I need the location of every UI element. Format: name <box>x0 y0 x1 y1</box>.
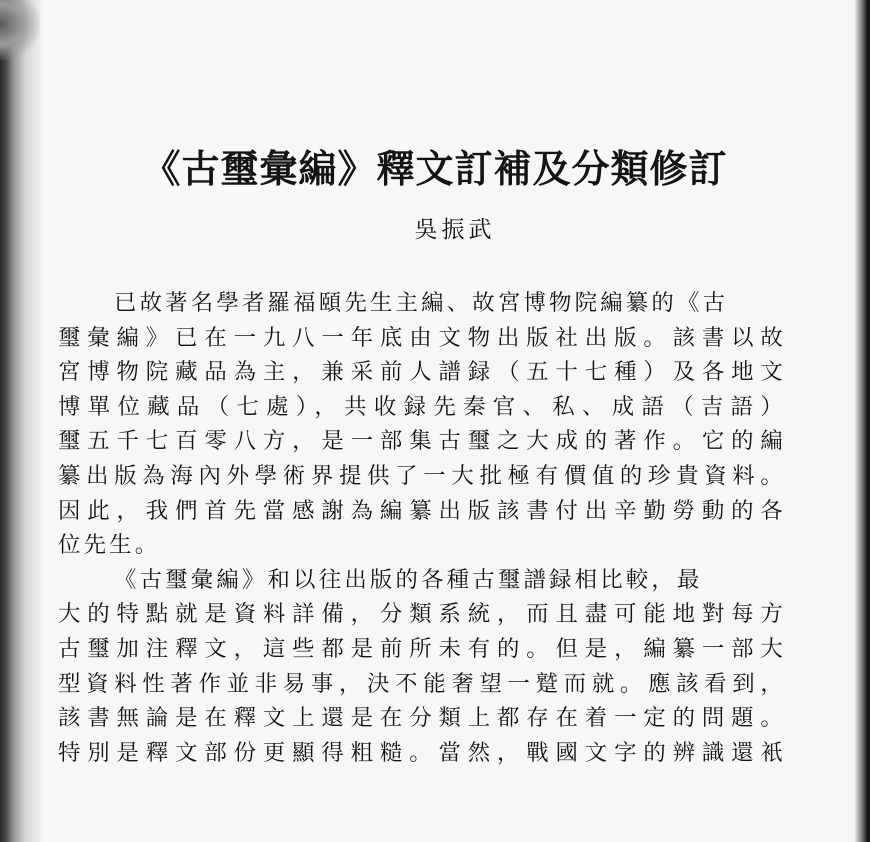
paragraph-1-line: 纂出版為海內外學術界提供了一大批極有價值的珍貴資料。 <box>58 462 786 489</box>
paragraph-2-line: 該書無論是在釋文上還是在分類上都存在着一定的問題。 <box>58 705 786 732</box>
paragraph-1-line: 位先生。 <box>58 532 161 559</box>
paragraph-1-line: 博單位藏品（七處），共收録先秦官、私、成語（吉語） <box>58 393 786 420</box>
paragraph-1-line: 璽彙編》已在一九八一年底由文物出版社出版。該書以故 <box>58 324 786 351</box>
paragraph-1-line: 已故著名學者羅福頤先生主編、故宮博物院編纂的《古 <box>114 290 729 316</box>
paragraph-2-line: 型資料性著作並非易事，決不能奢望一蹵而就。應該看到， <box>58 670 786 697</box>
paragraph-1-line: 宮博物院藏品為主，兼采前人譜録（五十七種）及各地文 <box>58 359 786 386</box>
paragraph-1-line: 璽五千七百零八方，是一部集古璽之大成的著作。它的編 <box>58 428 786 455</box>
scan-shadow-left <box>0 0 42 842</box>
paragraph-2-line: 《古璽彙編》和以往出版的各種古璽譜録相比較，最 <box>114 566 703 593</box>
article-author: 吳振武 <box>414 217 496 243</box>
paragraph-2-line: 古璽加注釋文，這些都是前所未有的。但是，編纂一部大 <box>58 635 786 662</box>
scan-smudge-top-left <box>0 0 40 60</box>
scan-shadow-right <box>854 0 870 842</box>
paragraph-1-line: 因此，我們首先當感謝為編纂出版該書付出辛勤勞動的各 <box>58 497 786 524</box>
paragraph-2-line: 大的特點就是資料詳備，分類系統，而且盡可能地對每方 <box>58 601 786 628</box>
paragraph-2-line: 特別是釋文部份更顯得粗糙。當然，戰國文字的辨識還衹 <box>58 739 786 766</box>
article-title: 《古璽彙編》釋文訂補及分類修訂 <box>142 146 728 191</box>
article-body <box>58 286 786 770</box>
